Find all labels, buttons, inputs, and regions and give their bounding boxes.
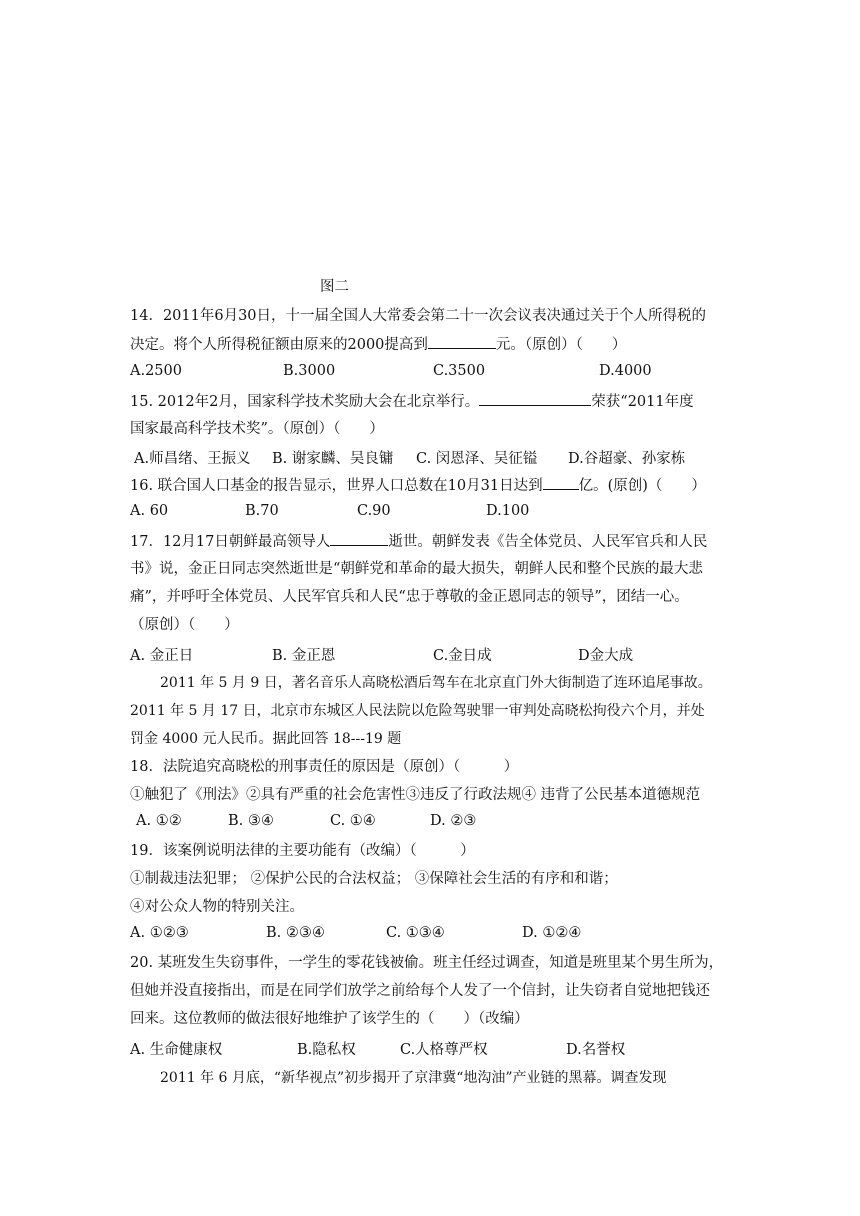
q16-option-c: C.90: [357, 503, 391, 519]
q18-line-1: 18．法院追究高晓松的刑事责任的原因是（原创）（ ）: [130, 759, 519, 775]
q15-line-2: 国家最高科学技术奖”。（原创）（ ）: [130, 421, 384, 437]
q19-option-d: D. ①②④: [522, 925, 582, 941]
q19-option-a: A. ①②③: [130, 925, 189, 941]
passage-1-line-1: 2011 年 5 月 9 日，著名音乐人高晓松酒后驾车在北京直门外大街制造了连环追尾事故。: [160, 675, 712, 691]
q20-line-3: 回来。这位教师的做法很好地维护了该学生的（ ）（改编）: [130, 1011, 529, 1027]
q15-option-d: D.谷超豪、孙家栋: [568, 451, 686, 467]
q20-option-c: C.人格尊严权: [400, 1042, 488, 1058]
q20-line-2: 但她并没直接指出，而是在同学们放学之前给每个人发了一个信封，让失窃者自觉地把钱还: [130, 983, 710, 999]
answer-blank: [479, 391, 591, 406]
q17-option-a: A. 金正日: [130, 648, 194, 664]
q14-line-2-text: 决定。将个人所得税征额由原来的2000提高到: [130, 337, 428, 353]
q20-option-a: A. 生命健康权: [130, 1042, 223, 1058]
q17-option-d: D金大成: [578, 648, 634, 664]
q16-line-1-tail: 亿。(原创)（ ）: [578, 478, 706, 494]
q19-option-c: C. ①③④: [386, 925, 445, 941]
q20-option-b: B.隐私权: [297, 1042, 356, 1058]
q19-option-b: B. ②③④: [266, 925, 325, 941]
passage-2-line-1: 2011 年 6 月底，“新华视点”初步揭开了京津冀“地沟油”产业链的黑幕。调查发现: [160, 1070, 667, 1086]
q16-option-b: B.70: [245, 503, 279, 519]
figure-caption: 图二: [320, 279, 349, 295]
q18-option-c: C. ①④: [330, 813, 376, 829]
q20-line-1: 20. 某班发生失窃事件，一学生的零花钱被偷。班主任经过调查，知道是班里某个男生所为，: [130, 955, 724, 971]
q14-option-d: D.4000: [599, 363, 652, 379]
q18-line-2: ①触犯了《刑法》②具有严重的社会危害性③违反了行政法规④ 违背了公民基本道德规范: [130, 787, 701, 803]
q15-option-a: A.师昌绪、王振义: [134, 451, 251, 467]
q17-line-3: 痛”，并呼吁全体党员、人民军官兵和人民“忠于尊敬的金正恩同志的领导”，团结一心。: [130, 589, 689, 605]
q18-option-b: B. ③④: [228, 813, 274, 829]
q17-line-4: （原创）（ ）: [130, 617, 239, 633]
answer-blank: [428, 334, 496, 349]
q17-option-b: B. 金正恩: [272, 648, 336, 664]
answer-blank: [543, 475, 579, 490]
q17-line-2: 书》说，金正日同志突然逝世是“朝鲜党和革命的最大损失，朝鲜人民和整个民族的最大悲: [130, 561, 703, 577]
q15-line-1: [130, 391, 694, 412]
q15-option-b: B. 谢家麟、吴良镛: [272, 451, 394, 467]
q15-line-1-tail: 荣获“2011年度: [591, 394, 694, 410]
q14-option-b: B.3000: [283, 363, 336, 379]
q20-option-d: D.名誉权: [566, 1042, 626, 1058]
q14-line-2: [130, 334, 626, 355]
q14-line-1: 14．2011年6月30日，十一届全国人大常委会第二十一次会议表决通过关于个人所得税的: [130, 308, 707, 324]
q17-option-c: C.金日成: [433, 648, 492, 664]
passage-1-line-3: 罚金 4000 元人民币。据此回答 18---19 题: [130, 731, 402, 747]
q19-line-1: 19．该案例说明法律的主要功能有（改编）（ ）: [130, 843, 475, 859]
q17-line-1-text: 17．12月17日朝鲜最高领导人: [130, 534, 331, 550]
q19-line-3: ④对公众人物的特别关注。: [130, 899, 304, 915]
q14-option-a: A.2500: [130, 363, 182, 379]
q17-line-1-tail: 逝世。朝鲜发表《告全体党员、人民军官兵和人民: [388, 534, 708, 550]
passage-1-line-2: 2011 年 5 月 17 日，北京市东城区人民法院以危险驾驶罪一审判处高晓松拘役六个月，并处: [130, 703, 705, 719]
q19-line-2: ①制裁违法犯罪； ②保护公民的合法权益； ③保障社会生活的有序和和谐；: [130, 871, 618, 887]
q18-option-a: A. ①②: [136, 813, 182, 829]
q14-option-c: C.3500: [433, 363, 486, 379]
q16-option-a: A. 60: [130, 503, 169, 519]
answer-blank: [330, 531, 388, 546]
q14-line-2-tail: 元。（原创）（ ）: [495, 337, 627, 353]
q15-line-1-text: 15. 2012年2月，国家科学技术奖励大会在北京举行。: [130, 394, 480, 410]
q16-line-1: [130, 475, 706, 496]
q17-line-1: [130, 531, 707, 552]
q18-option-d: D. ②③: [430, 813, 477, 829]
q16-line-1-text: 16. 联合国人口基金的报告显示，世界人口总数在10月31日达到: [130, 478, 543, 494]
q15-option-c: C. 闵恩泽、吴征镒: [416, 451, 538, 467]
q16-option-d: D.100: [486, 503, 530, 519]
